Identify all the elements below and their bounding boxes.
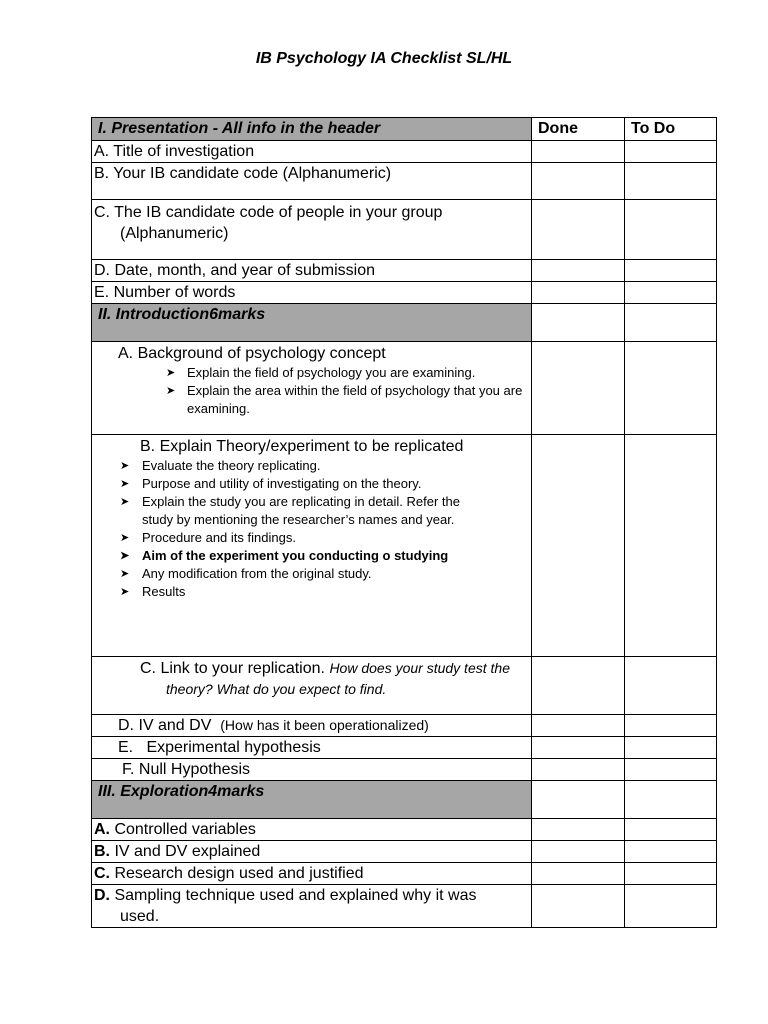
item-null-hypothesis: F. Null Hypothesis	[122, 761, 251, 778]
section-header-introduction: II. Introduction6marks	[92, 304, 532, 342]
table-row	[92, 737, 717, 759]
done-cell[interactable]	[532, 841, 625, 863]
iv-dv-note: (How has it been operationalized)	[220, 717, 429, 733]
list-item: ➤ Explain the field of psychology you are examining.	[166, 365, 476, 380]
arrow-bullet-icon: ➤	[120, 496, 130, 508]
section-header-presentation	[92, 118, 532, 141]
item-number-of-words: E. Number of words	[94, 284, 236, 301]
table-row	[92, 841, 717, 863]
done-cell[interactable]	[532, 200, 625, 260]
item-theory-to-replicate: B. Explain Theory/experiment to be replicated	[140, 438, 464, 455]
arrow-bullet-icon: ➤	[120, 460, 130, 472]
todo-cell[interactable]	[625, 200, 717, 260]
done-cell[interactable]	[532, 715, 625, 737]
bullet-list	[92, 457, 491, 601]
arrow-bullet-icon: ➤	[120, 550, 130, 562]
item-research-design: C. Research design used and justified	[94, 865, 364, 882]
todo-cell[interactable]	[625, 342, 717, 435]
done-cell[interactable]	[532, 435, 625, 657]
todo-cell[interactable]	[625, 781, 717, 819]
section-header-exploration: III. Exploration4marks	[92, 781, 532, 819]
list-item: ➤ Explain the area within the field of psychology that you are examining.	[166, 383, 523, 416]
done-cell[interactable]	[532, 141, 625, 163]
table-header-row	[92, 118, 717, 141]
arrow-bullet-icon: ➤	[120, 478, 130, 490]
todo-cell[interactable]	[625, 657, 717, 715]
done-cell[interactable]	[532, 863, 625, 885]
arrow-bullet-icon: ➤	[120, 586, 130, 598]
table-row	[92, 885, 717, 928]
table-row	[92, 435, 717, 657]
arrow-bullet-icon: ➤	[166, 367, 176, 379]
table-row	[92, 819, 717, 841]
todo-cell[interactable]	[625, 759, 717, 781]
done-cell[interactable]	[532, 163, 625, 200]
table-row	[92, 260, 717, 282]
todo-cell[interactable]	[625, 819, 717, 841]
done-cell[interactable]	[532, 819, 625, 841]
done-cell[interactable]	[532, 304, 625, 342]
todo-cell[interactable]	[625, 163, 717, 200]
item-sampling-technique: D. Sampling technique used and explained why it was used.	[94, 887, 477, 925]
link-note: How does your study test the theory? What do you expect to find.	[166, 660, 510, 697]
list-item: ➤ Results	[120, 584, 186, 599]
todo-cell[interactable]	[625, 715, 717, 737]
todo-cell[interactable]	[625, 863, 717, 885]
done-cell[interactable]	[532, 657, 625, 715]
todo-cell[interactable]	[625, 841, 717, 863]
arrow-bullet-icon: ➤	[120, 532, 130, 544]
list-item: ➤ Any modification from the original study.	[120, 566, 372, 581]
document-title: IB Psychology IA Checklist SL/HL	[255, 50, 513, 67]
item-title-of-investigation: A. Title of investigation	[94, 143, 255, 160]
bullet-list	[92, 364, 531, 418]
table-row	[92, 657, 717, 715]
arrow-bullet-icon: ➤	[166, 385, 176, 397]
done-cell[interactable]	[532, 885, 625, 928]
todo-cell[interactable]	[625, 435, 717, 657]
item-candidate-code: B. Your IB candidate code (Alphanumeric)	[94, 165, 392, 182]
table-row	[92, 342, 717, 435]
column-header-done: Done	[532, 118, 625, 141]
list-item: ➤ Aim of the experiment you conducting o studying	[120, 548, 449, 563]
table-row	[92, 282, 717, 304]
item-iv-and-dv: D. IV and DV (How has it been operationalized)	[118, 717, 429, 734]
done-cell[interactable]	[532, 737, 625, 759]
table-row	[92, 163, 717, 200]
item-link-to-replication: C. Link to your replication. How does your study test the theory? What do you expect to find.	[140, 660, 510, 697]
section-label: I. Presentation - All info in the header	[98, 120, 381, 137]
item-submission-date: D. Date, month, and year of submission	[94, 262, 376, 279]
done-cell[interactable]	[532, 759, 625, 781]
item-background-concept: A. Background of psychology concept	[118, 345, 386, 362]
table-row	[92, 200, 717, 260]
done-cell[interactable]	[532, 260, 625, 282]
done-cell[interactable]	[532, 781, 625, 819]
list-item: ➤ Purpose and utility of investigating on the theory.	[120, 476, 422, 491]
todo-cell[interactable]	[625, 304, 717, 342]
todo-cell[interactable]	[625, 282, 717, 304]
todo-cell[interactable]	[625, 737, 717, 759]
column-header-todo: To Do	[625, 118, 717, 141]
done-cell[interactable]	[532, 282, 625, 304]
table-row	[92, 781, 717, 819]
todo-cell[interactable]	[625, 885, 717, 928]
todo-cell[interactable]	[625, 141, 717, 163]
done-cell[interactable]	[532, 342, 625, 435]
item-controlled-variables: A. Controlled variables	[94, 821, 256, 838]
list-item: ➤ Explain the study you are replicating in detail. Refer the study by mentioning the researcher’s names and year.	[120, 494, 460, 527]
list-item: ➤ Procedure and its findings.	[120, 530, 296, 545]
table-row	[92, 863, 717, 885]
list-item: ➤ Evaluate the theory replicating.	[120, 458, 321, 473]
arrow-bullet-icon: ➤	[120, 568, 130, 580]
table-row	[92, 304, 717, 342]
table-row	[92, 141, 717, 163]
item-iv-dv-explained: B. IV and DV explained	[94, 843, 261, 860]
todo-cell[interactable]	[625, 260, 717, 282]
table-row	[92, 759, 717, 781]
item-experimental-hypothesis: E. Experimental hypothesis	[118, 739, 321, 756]
table-row	[92, 715, 717, 737]
item-group-candidate-codes: C. The IB candidate code of people in your group (Alphanumeric)	[94, 204, 443, 242]
checklist-table	[91, 117, 717, 928]
